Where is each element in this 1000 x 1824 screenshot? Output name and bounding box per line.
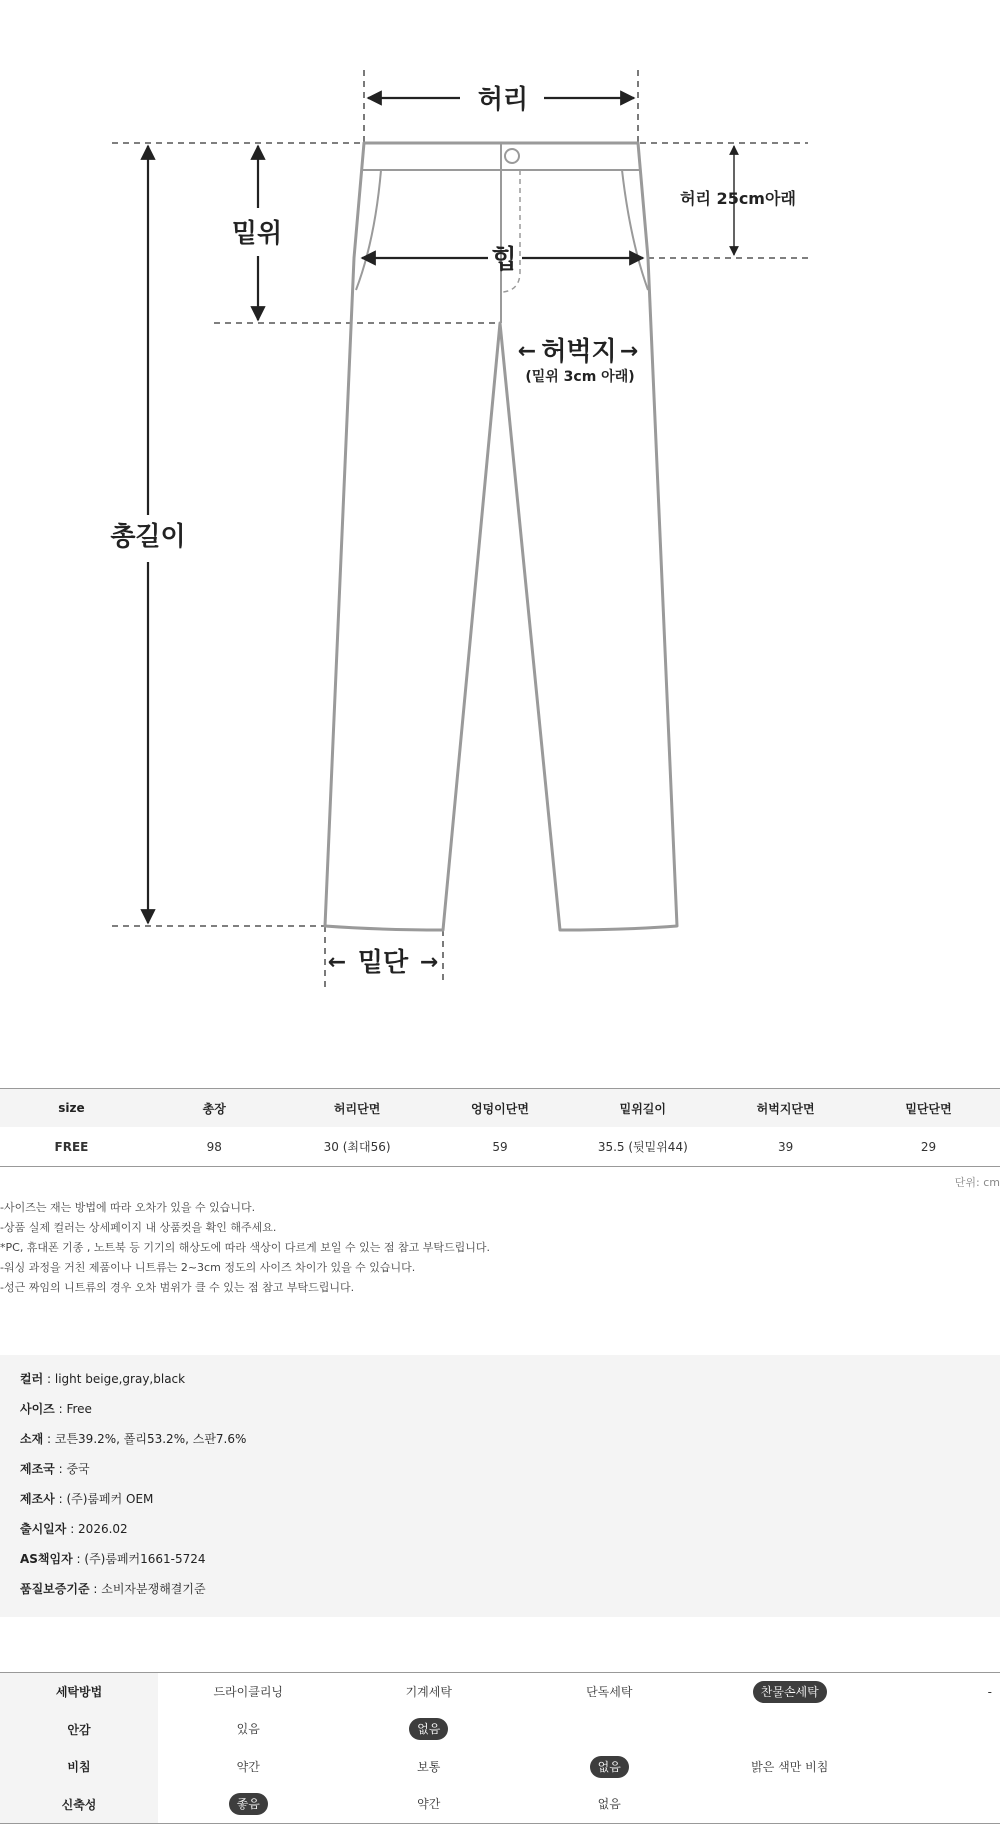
info-value: : 2026.02 [66,1522,128,1536]
care-row-transparency [0,1748,1000,1786]
size-header: size [0,1089,143,1128]
care-cell [700,1710,881,1748]
thigh-header: 허벅지단면 [714,1089,857,1128]
care-cell [158,1748,339,1786]
note-item: -상품 실제 컬러는 상세페이지 내 상품컷을 확인 해주세요. [0,1221,277,1234]
info-manufacturer [20,1489,153,1509]
care-table [0,1672,1000,1824]
unit-label: 단위: cm [954,1176,1000,1189]
guide-lines [112,70,808,990]
care-row-header: 신축성 [0,1786,158,1824]
info-value: : Free [54,1402,92,1416]
hem-header: 밑단단면 [857,1089,1000,1128]
care-option: 약간 [417,1797,441,1812]
info-origin [20,1459,90,1479]
info-quality-standard [20,1579,206,1599]
care-cell [700,1673,881,1711]
care-cell [700,1786,881,1824]
info-material [20,1429,246,1449]
care-row-header: 안감 [0,1710,158,1748]
care-cell [339,1748,520,1786]
info-release-date [20,1519,128,1539]
care-option: - [987,1684,992,1699]
info-label: 출시일자 [20,1522,67,1536]
note-item: *PC, 휴대폰 기종 , 노트북 등 기기의 해상도에 따라 색상이 다르게 보일 수 있는 점 참고 부탁드립니다. [0,1241,491,1254]
care-option: 없음 [597,1797,621,1812]
total-length-label: 총길이 [110,522,186,552]
waist-label: 허리 [477,85,529,115]
care-row-lining [0,1710,1000,1748]
care-cell [880,1710,1000,1748]
size-table [0,1088,1000,1167]
waist-header: 허리단면 [286,1089,429,1128]
care-cell [519,1748,700,1786]
care-option: 단독세탁 [586,1684,633,1699]
care-cell [519,1786,700,1824]
care-cell [519,1673,700,1711]
care-option: 보통 [417,1759,441,1774]
care-option: 드라이클리닝 [213,1684,284,1699]
table-row [0,1127,1000,1167]
care-row-header: 세탁방법 [0,1673,158,1711]
thigh-cell: 39 [714,1127,857,1167]
care-cell [158,1710,339,1748]
info-label: 컬러 [20,1372,44,1386]
thigh-label: 허벅지 [541,337,617,367]
size-cell: FREE [0,1127,143,1167]
care-cell [880,1786,1000,1824]
care-cell [158,1786,339,1824]
care-cell [339,1710,520,1748]
hem-cell: 29 [857,1127,1000,1167]
care-option-selected: 좋음 [229,1793,268,1815]
thigh-arrow-right: → [619,339,639,364]
thigh-note: (밑위 3cm 아래) [525,369,635,385]
care-option: 있음 [236,1722,260,1737]
hip-header: 엉덩이단면 [429,1089,572,1128]
total-length-header: 총장 [143,1089,286,1128]
care-cell [700,1748,881,1786]
care-option: 밝은 색만 비침 [751,1759,829,1774]
note-item: -성근 짜임의 니트류의 경우 오차 범위가 클 수 있는 점 참고 부탁드립니다. [0,1281,355,1294]
care-row-washing [0,1673,1000,1711]
hem-arrow-left: ← [327,950,347,975]
info-value: : 중국 [54,1462,90,1476]
care-cell [339,1786,520,1824]
info-label: 품질보증기준 [20,1582,90,1596]
thigh-arrow-left: ← [517,339,537,364]
total-length-cell: 98 [143,1127,286,1167]
info-label: AS책임자 [20,1552,73,1566]
waist-cell: 30 (최대56) [286,1127,429,1167]
info-value: : light beige,gray,black [43,1372,186,1386]
info-value: : (주)룸페커 OEM [54,1492,154,1506]
care-cell [519,1710,700,1748]
care-cell [339,1673,520,1711]
care-option: 약간 [236,1759,260,1774]
care-row-header: 비침 [0,1748,158,1786]
rise-cell: 35.5 (뒷밑위44) [571,1127,714,1167]
rise-label: 밑위 [231,219,283,249]
note-item: -사이즈는 재는 방법에 따라 오차가 있을 수 있습니다. [0,1201,256,1214]
care-option: 기계세탁 [405,1684,452,1699]
info-label: 소재 [20,1432,44,1446]
product-info-box [0,1355,1000,1617]
size-table-header-row [0,1089,1000,1128]
hip-cell: 59 [429,1127,572,1167]
care-row-stretch [0,1786,1000,1824]
hem-label: 밑단 [357,948,409,978]
hem-arrow-right: → [419,950,439,975]
info-as-contact [20,1549,206,1569]
hip-offset-label: 허리 25cm아래 [680,189,796,208]
info-value: : (주)룸페커1661-5724 [72,1552,206,1566]
info-value: : 코튼39.2%, 폴리53.2%, 스판7.6% [43,1432,247,1446]
hip-label: 힙 [491,245,517,275]
info-label: 사이즈 [20,1402,55,1416]
care-cell [158,1673,339,1711]
note-item: -워싱 과정을 거친 제품이나 니트류는 2~3cm 정도의 사이즈 차이가 있을 수 있습니다. [0,1261,416,1274]
info-label: 제조국 [20,1462,55,1476]
care-option-selected: 찬물손세탁 [753,1681,827,1703]
notes-list [0,1198,700,1298]
care-cell [880,1748,1000,1786]
rise-header: 밑위길이 [571,1089,714,1128]
care-option-selected: 없음 [590,1756,629,1778]
care-option-selected: 없음 [409,1718,448,1740]
info-value: : 소비자분쟁해결기준 [89,1582,206,1596]
info-size [20,1399,92,1419]
care-cell [880,1673,1000,1711]
info-label: 제조사 [20,1492,55,1506]
info-color [20,1369,185,1389]
